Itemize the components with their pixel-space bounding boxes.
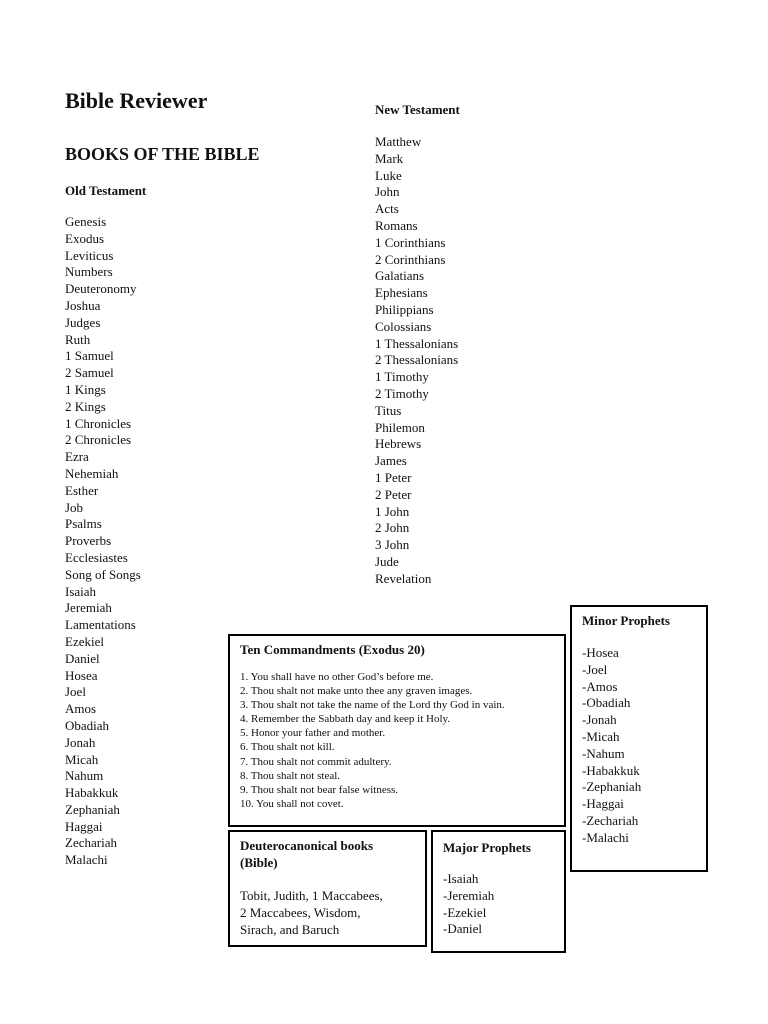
new-testament-heading: New Testament	[375, 102, 460, 117]
old-testament-book: Amos	[65, 701, 97, 717]
minor-prophet-item: -Amos	[582, 678, 618, 694]
commandment-item: 10. You shall not covet.	[240, 797, 344, 810]
new-testament-book: 1 Peter	[375, 469, 412, 485]
old-testament-book: Judges	[65, 314, 101, 330]
commandment-item: 8. Thou shalt not steal.	[240, 769, 341, 782]
old-testament-book: Haggai	[65, 818, 103, 834]
old-testament-book: 1 Samuel	[65, 348, 114, 364]
minor-prophet-item: -Obadiah	[582, 695, 631, 711]
minor-prophet-item: -Habakkuk	[582, 762, 640, 778]
new-testament-book: 1 Thessalonians	[375, 335, 459, 351]
old-testament-book: Ruth	[65, 331, 91, 347]
old-testament-book: Habakkuk	[65, 785, 119, 801]
new-testament-book: Mark	[375, 150, 404, 166]
new-testament-book: 2 Thessalonians	[375, 352, 459, 368]
section-title: BOOKS OF THE BIBLE	[65, 144, 260, 164]
new-testament-book: 2 Corinthians	[375, 251, 446, 267]
new-testament-book: Revelation	[375, 570, 432, 586]
old-testament-book: Esther	[65, 482, 99, 498]
minor-prophet-item: -Micah	[582, 728, 620, 744]
new-testament-book: Hebrews	[375, 436, 422, 452]
new-testament-book: Jude	[375, 553, 399, 569]
ten-commandments-box	[228, 634, 566, 827]
old-testament-book: Daniel	[65, 650, 100, 666]
old-testament-book: Zephaniah	[65, 801, 120, 817]
minor-prophet-item: -Zephaniah	[582, 779, 642, 795]
minor-prophet-item: -Zechariah	[582, 812, 639, 828]
major-prophet-item: -Isaiah	[443, 871, 479, 886]
old-testament-book: Micah	[65, 751, 99, 767]
old-testament-book: Hosea	[65, 667, 98, 683]
new-testament-section	[375, 102, 460, 588]
deuterocanonical-text-line: Sirach, and Baruch	[240, 922, 340, 937]
major-prophet-item: -Jeremiah	[443, 887, 495, 903]
old-testament-book: Zechariah	[65, 835, 117, 851]
commandment-item: 7. Thou shalt not commit adultery.	[240, 755, 392, 768]
major-prophet-item: -Ezekiel	[443, 904, 487, 920]
new-testament-book: 2 John	[375, 520, 410, 536]
old-testament-heading: Old Testament	[65, 183, 147, 198]
new-testament-book: Titus	[375, 402, 402, 418]
old-testament-book: Ecclesiastes	[65, 549, 128, 565]
old-testament-book: Ezra	[65, 449, 89, 465]
new-testament-book: Romans	[375, 217, 418, 233]
old-testament-book: Lamentations	[65, 617, 136, 633]
commandment-item: 9. Thou shalt not bear false witness.	[240, 783, 399, 796]
commandment-item: 5. Honor your father and mother.	[240, 727, 386, 740]
major-prophets-list	[443, 871, 554, 938]
deuterocanonical-text-line: 2 Maccabees, Wisdom,	[240, 905, 361, 920]
new-testament-book: Colossians	[375, 318, 432, 334]
minor-prophet-item: -Hosea	[582, 645, 619, 660]
new-testament-book: 2 Timothy	[375, 385, 429, 401]
old-testament-book: Nahum	[65, 768, 104, 784]
commandment-item: 1. You shall have no other God’s before me.	[240, 671, 434, 683]
new-testament-book: 3 John	[375, 537, 410, 553]
major-prophets-box	[431, 830, 566, 953]
old-testament-book: Joel	[65, 684, 86, 700]
new-testament-book: Philemon	[375, 419, 425, 435]
old-testament-book: Exodus	[65, 230, 104, 246]
old-testament-book: Genesis	[65, 214, 107, 229]
old-testament-book: Deuteronomy	[65, 281, 137, 297]
old-testament-book: Nehemiah	[65, 465, 119, 481]
old-testament-book: Jeremiah	[65, 600, 112, 616]
minor-prophets-list	[582, 645, 696, 847]
new-testament-book: Matthew	[375, 134, 422, 149]
minor-prophet-item: -Haggai	[582, 796, 624, 812]
old-testament-book: Proverbs	[65, 533, 112, 549]
new-testament-book: Galatians	[375, 268, 425, 284]
new-testament-book: 1 Timothy	[375, 369, 429, 385]
minor-prophet-item: -Joel	[582, 661, 608, 677]
old-testament-book: Joshua	[65, 297, 101, 313]
old-testament-book: 2 Kings	[65, 398, 106, 414]
new-testament-book: John	[375, 184, 400, 200]
new-testament-book: Ephesians	[375, 285, 428, 301]
new-testament-book: James	[375, 453, 407, 469]
minor-prophet-item: -Nahum	[582, 745, 625, 761]
major-prophet-item: -Daniel	[443, 921, 482, 937]
new-testament-book: Acts	[375, 201, 399, 217]
old-testament-book: Job	[65, 499, 84, 515]
new-testament-book: Philippians	[375, 301, 434, 317]
minor-prophets-box	[570, 605, 708, 872]
old-testament-section	[65, 183, 146, 869]
ten-commandments-list	[240, 670, 554, 811]
old-testament-book: Malachi	[65, 852, 108, 868]
old-testament-book: 2 Chronicles	[65, 432, 132, 448]
minor-prophets-title: Minor Prophets	[582, 613, 670, 628]
new-testament-book: Luke	[375, 167, 402, 183]
old-testament-book: Jonah	[65, 734, 96, 750]
minor-prophet-item: -Jonah	[582, 712, 617, 728]
old-testament-book: Song of Songs	[65, 566, 141, 582]
document-title: Bible Reviewer	[65, 88, 208, 113]
commandment-item: 6. Thou shalt not kill.	[240, 741, 335, 754]
old-testament-book: 1 Kings	[65, 381, 106, 397]
minor-prophet-item: -Malachi	[582, 829, 629, 845]
ten-commandments-title: Ten Commandments (Exodus 20)	[240, 642, 425, 657]
old-testament-book: Leviticus	[65, 247, 114, 263]
new-testament-book: 1 Corinthians	[375, 234, 446, 250]
old-testament-book: 2 Samuel	[65, 365, 114, 381]
old-testament-book: 1 Chronicles	[65, 415, 132, 431]
old-testament-book: Numbers	[65, 264, 113, 280]
deuterocanonical-title-line2: (Bible)	[240, 855, 278, 870]
major-prophets-title: Major Prophets	[443, 840, 531, 855]
old-testament-book: Psalms	[65, 516, 102, 532]
old-testament-book: Isaiah	[65, 583, 97, 599]
deuterocanonical-title-line1: Deuterocanonical books	[240, 838, 374, 853]
new-testament-book: 1 John	[375, 503, 410, 519]
commandment-item: 3. Thou shalt not take the name of the Lord thy God in vain.	[240, 699, 505, 712]
commandment-item: 2. Thou shalt not make unto thee any graven images.	[240, 685, 473, 698]
new-testament-list	[375, 134, 460, 588]
old-testament-list	[65, 214, 146, 869]
deuterocanonical-text	[240, 887, 415, 938]
deuterocanonical-text-line: Tobit, Judith, 1 Maccabees,	[240, 888, 383, 903]
old-testament-book: Obadiah	[65, 717, 110, 733]
old-testament-book: Ezekiel	[65, 633, 104, 649]
commandment-item: 4. Remember the Sabbath day and keep it Holy.	[240, 713, 451, 726]
deuterocanonical-box	[228, 830, 427, 947]
new-testament-book: 2 Peter	[375, 486, 412, 502]
